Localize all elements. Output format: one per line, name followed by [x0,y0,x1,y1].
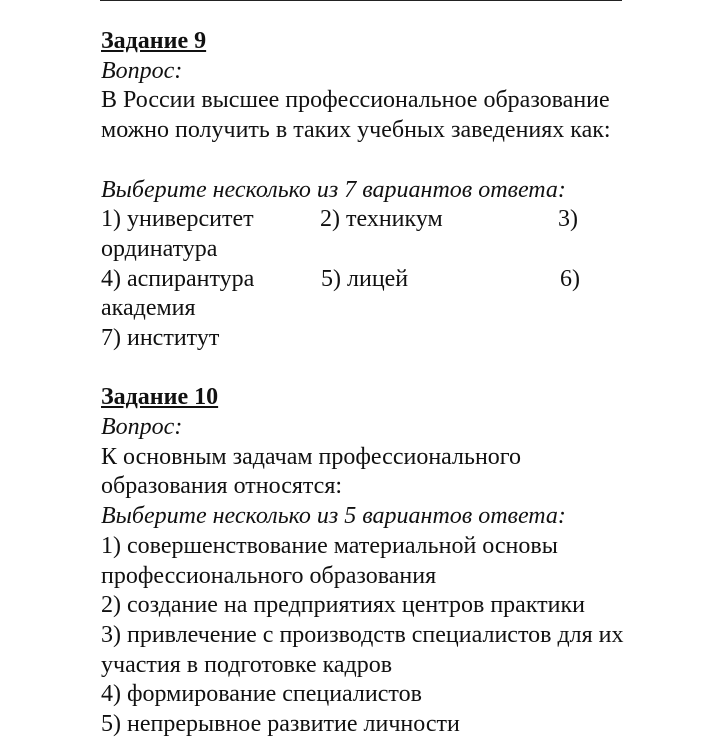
task-9-options-row-2 [101,265,691,295]
spacer [101,354,691,384]
task-10-option-4: 4) формирование специалистов [101,681,422,708]
task-9-title: Задание 9 [101,28,207,54]
task-9-option-3-number: 3) [558,206,578,233]
task-10-question-line-1: К основным задачам профессионального [101,443,522,470]
task-10-title: Задание 10 [101,384,219,411]
task-10-option-3: 3) привлечение с производств специалистов для их [101,622,624,648]
task-10-question-line-2: образования относятся: [101,473,343,500]
task-9-question-line-1: В России высшее профессиональное образование [101,87,610,114]
task-9-option-4: 4) аспирантура [101,265,255,292]
task-9-option-3-text: ординатура [101,235,218,262]
task-9-option-1: 1) университет [101,206,254,233]
task-9-option-2: 2) техникум [320,206,443,233]
task-10-instruction: Выберите несколько из 5 вариантов ответа: [101,503,566,530]
task-10-option-3-cont: участия в подготовке кадров [101,651,393,678]
task-9-option-6-number: 6) [560,265,580,292]
task-9-option-7: 7) институт [101,324,220,351]
task-10-question-label: Вопрос: [101,414,183,441]
task-10-option-2: 2) создание на предприятиях центров практики [101,592,586,619]
document-body [101,27,691,740]
task-9-question-label: Вопрос: [101,57,183,84]
task-10-option-1-cont: профессионального образования [101,562,437,589]
task-9-option-6-text: академия [101,295,196,322]
task-10-option-5: 5) непрерывное развитие личности [101,711,460,738]
top-divider [100,0,622,1]
spacer [101,146,691,176]
task-9-instruction: Выберите несколько из 7 вариантов ответа: [101,176,566,203]
task-9-options-row-1 [101,205,691,235]
task-9-option-5: 5) лицей [321,265,409,292]
task-9-question-line-2: можно получить в таких учебных заведениях как: [101,117,611,144]
task-10-option-1: 1) совершенствование материальной основы [101,532,558,559]
